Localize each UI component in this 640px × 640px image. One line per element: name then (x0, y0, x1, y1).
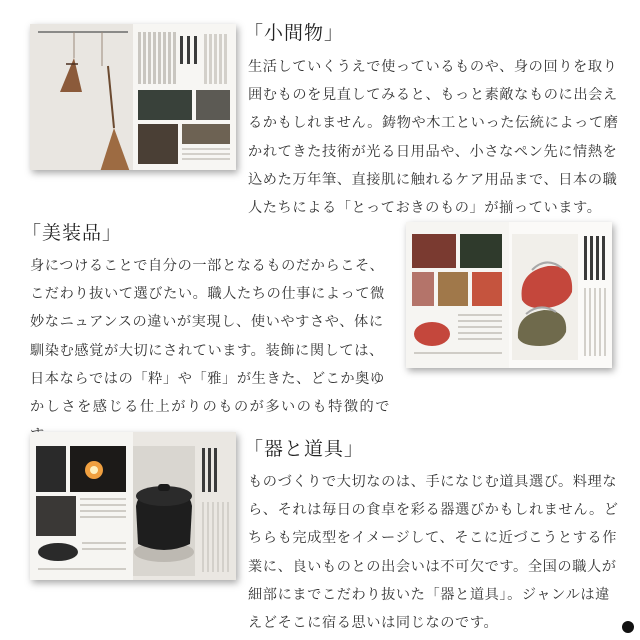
body-line: 業に、良いものとの出会いは不可欠です。全国の職人が (248, 558, 617, 575)
body-line: ら、それは毎日の食卓を彩る器選びかもしれません。ど (248, 502, 619, 519)
body-line: 込めた万年筆、直接肌に触れるケア用品まで、日本の職 (248, 171, 618, 188)
section-body-komamono (248, 53, 628, 222)
body-line: 生活していくうえで使っているものや、身の回りを取り (248, 59, 618, 75)
section-title-bisouhin: 「美装品」 (22, 222, 123, 244)
section-body-bisouhin (30, 252, 390, 449)
body-line: えどそこに宿る思いは同じなのです。 (248, 615, 499, 632)
body-line: 囲むものを見直してみると、もっと素敵なものに出会え (248, 87, 618, 104)
cast-iron-pot-spread-image (30, 432, 236, 580)
body-line: こだわり抜いて選びたい。職人たちの仕事によって微 (30, 286, 385, 303)
body-line: 細部にまでこだわり抜いた「器と道具」。ジャンルは違 (248, 586, 610, 603)
body-line: かしさを感じる仕上がりのものが多いのも特徴的で (30, 399, 390, 416)
body-line: 身につけることで自分の一部となるものだからこそ、 (30, 258, 385, 274)
brooms-spread-image (30, 24, 236, 170)
body-line: 妙なニュアンスの違いが実現し、使いやすさや、体に (30, 314, 384, 331)
body-line: るかもしれません。鋳物や木工といった伝統によって磨 (248, 115, 619, 132)
body-line: 日本ならではの「粋」や「雅」が生きた、どこか奥ゆ (30, 370, 385, 387)
body-line: ものづくりで大切なのは、手になじむ道具選び。料理な (248, 474, 618, 490)
section-title-utsuwa-to-dougu: 「器と道具」 (244, 438, 365, 460)
body-line: 馴染む感覚が大切にされています。装飾に関しては、 (30, 342, 384, 359)
section-title-komamono: 「小間物」 (244, 22, 345, 44)
section-body-utsuwa-to-dougu (248, 468, 628, 637)
body-line: かれてきた技術が光る日用品や、小さなペン先に情熱を (248, 143, 618, 160)
coin-purse-spread-image (406, 222, 612, 368)
page-indicator-dot (622, 621, 634, 633)
body-line: 人たちによる「とっておきのもの」が揃っています。 (248, 200, 602, 217)
body-line: ちらも完成型をイメージして、そこに近づこうとする作 (248, 530, 617, 547)
